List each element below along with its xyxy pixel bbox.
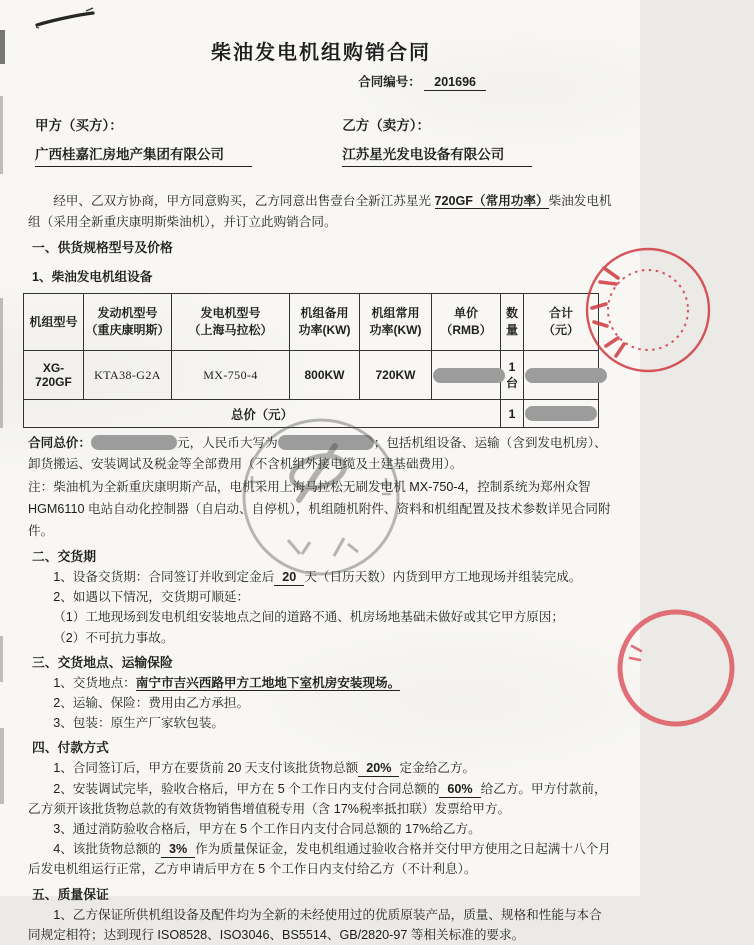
equipment-spec-table bbox=[23, 293, 599, 428]
redaction-pill bbox=[278, 435, 374, 450]
scan-edge-artifact bbox=[0, 728, 4, 804]
redaction-pill bbox=[525, 368, 607, 383]
scan-edge-artifact bbox=[0, 96, 3, 174]
scan-edge-artifact bbox=[0, 30, 5, 64]
scan-edge-artifact bbox=[0, 636, 3, 682]
redaction-pill bbox=[525, 406, 597, 421]
col-header-engine: 发动机型号 （重庆康明斯） bbox=[84, 294, 172, 351]
col-header-alternator: 发电机型号 （上海马拉松） bbox=[172, 294, 290, 351]
cell-total-redacted bbox=[524, 351, 599, 400]
total-qty-cell: 1 bbox=[501, 400, 524, 428]
list-item: 1、合同签订后，甲方在要货前 20 天支付该批货物总额 20% 定金给乙方。 bbox=[53, 761, 476, 776]
section5-heading: 五、质量保证 bbox=[32, 886, 109, 902]
buyer-party bbox=[35, 114, 297, 167]
redaction-pill bbox=[433, 368, 505, 383]
section1-subheading: 1、柴油发电机组设备 bbox=[32, 270, 153, 284]
underlined-value: 南宁市吉兴西路甲方工地地下室机房安装现场。 bbox=[135, 675, 401, 690]
redaction-pill bbox=[91, 435, 177, 450]
seller-name: 江苏星光发电设备有限公司 bbox=[342, 143, 532, 167]
section1-heading: 一、供货规格型号及价格 bbox=[32, 240, 173, 255]
col-header-unit-price: 单价 （RMB） bbox=[432, 294, 501, 351]
list-item: 1、交货地点：南宁市吉兴西路甲方工地地下室机房安装现场。 bbox=[53, 675, 401, 690]
intro-model-underlined: 720GF（常用功率） bbox=[434, 194, 549, 208]
cell-standby-power: 800KW bbox=[290, 351, 360, 400]
underlined-value: 60% bbox=[439, 782, 480, 798]
list-item: （2）不可抗力事故。 bbox=[53, 630, 174, 645]
buyer-name: 广西桂嘉汇房地产集团有限公司 bbox=[35, 143, 252, 167]
total-label-cell: 总价（元） bbox=[24, 400, 501, 428]
col-header-prime-power: 机组常用 功率(KW) bbox=[360, 294, 432, 351]
parties-block bbox=[28, 114, 614, 167]
contract-number-value: 201696 bbox=[424, 75, 486, 91]
section2-heading: 二、交货期 bbox=[32, 549, 96, 564]
list-item: 2、如遇以下情况，交货期可顺延： bbox=[53, 590, 250, 605]
buyer-label: 甲方（买方）： bbox=[35, 118, 123, 133]
list-item: 3、通过消防验收合格后，甲方在 5 个工作日内支付合同总额的 17%给乙方。 bbox=[53, 822, 481, 837]
col-header-quantity: 数 量 bbox=[501, 294, 524, 351]
list-item: 1、设备交货期：合同签订并收到定金后 20 天（日历天数）内货到甲方工地现场并组装完成。 bbox=[53, 570, 582, 584]
table-row bbox=[24, 351, 599, 400]
total-price-text: ；包括机组设备、运输（含到发电机房）、卸货搬运、安装调试及税金等全部费用（不含机组外接电缆及土建基础费用）。 bbox=[28, 436, 607, 471]
total-price-text: 元，人民币大写为 bbox=[176, 436, 278, 450]
list-item: 3、包装：原生产厂家软包装。 bbox=[53, 716, 224, 731]
pen-mark bbox=[30, 4, 102, 32]
total-price-redacted bbox=[524, 400, 599, 428]
total-price-label: 合同总价： bbox=[28, 436, 91, 450]
contract-number-line bbox=[28, 72, 614, 90]
underlined-value: 20% bbox=[358, 761, 399, 777]
red-seal-lower-right bbox=[594, 606, 754, 746]
cell-model: XG-720GF bbox=[24, 351, 84, 400]
table-header-row bbox=[24, 294, 599, 351]
contract-number-label: 合同编号： bbox=[358, 75, 421, 89]
cell-alternator: MX-750-4 bbox=[172, 351, 290, 400]
intro-text: 柴油发电机组（采用全新重庆康明斯柴油机），并订立此购销合同。 bbox=[28, 194, 612, 229]
col-header-model: 机组型号 bbox=[24, 294, 84, 351]
underlined-value: 3% bbox=[161, 842, 195, 858]
cell-quantity: 1 台 bbox=[501, 351, 524, 400]
intro-paragraph bbox=[28, 191, 614, 233]
seller-label: 乙方（卖方）： bbox=[342, 118, 431, 133]
section4-heading: 四、付款方式 bbox=[32, 740, 109, 756]
document-title: 柴油发电机组购销合同 bbox=[211, 42, 431, 64]
cell-engine: KTA38-G2A bbox=[84, 351, 172, 400]
col-header-standby-power: 机组备用 功率(KW) bbox=[290, 294, 360, 351]
scan-edge-artifact bbox=[0, 298, 3, 428]
intro-text: 经甲、乙双方协商，甲方同意购买，乙方同意出售壹台全新江苏星光 bbox=[53, 194, 435, 208]
cell-prime-power: 720KW bbox=[360, 351, 432, 400]
list-item: 4、该批货物总额的 3% 作为质量保证金，发电机组通过验收合格并交付甲方使用之日起满十八个月后发电机组运行正常，乙方申请后甲方在 5 个工作日内支付给乙方（不计利息）。 bbox=[28, 842, 611, 877]
note-paragraph: 注：柴油机为全新重庆康明斯产品，电机采用上海马拉松无刷发电机 MX-750-4，控制系统为郑州众智 HGM6110 电站自动化控制器（自启动、自停机），机组随机附件、资料和机组配置及技术参数详见合同附件。 bbox=[28, 480, 611, 538]
list-item: （1）工地现场到发电机组安装地点之间的道路不通、机房场地基础未做好或其它甲方原因； bbox=[53, 610, 564, 625]
section3-heading: 三、交货地点、运输保险 bbox=[32, 654, 173, 670]
seller-party bbox=[342, 114, 604, 167]
list-item: 1、乙方保证所供机组设备及配件均为全新的未经使用过的优质原装产品，质量、规格和性能与本合同规定相符；达到现行 ISO8528、ISO3046、BS5514、GB/2820-97 等相关标准的要求。 bbox=[28, 907, 602, 942]
list-item: 2、安装调试完毕，验收合格后，甲方在 5 个工作日内支付合同总额的 60% 给乙方。甲方付款前，乙方须开该批货物总款的有效货物销售增值税专用（含 17%税率抵扣联）发票给甲方。 bbox=[28, 781, 607, 816]
table-total-row bbox=[24, 400, 599, 428]
total-price-paragraph bbox=[28, 433, 614, 475]
col-header-total: 合计 （元） bbox=[524, 294, 599, 351]
cell-unit-price-redacted bbox=[432, 351, 501, 400]
underlined-value: 20 bbox=[274, 570, 304, 586]
list-item: 2、运输、保险：费用由乙方承担。 bbox=[53, 696, 250, 711]
